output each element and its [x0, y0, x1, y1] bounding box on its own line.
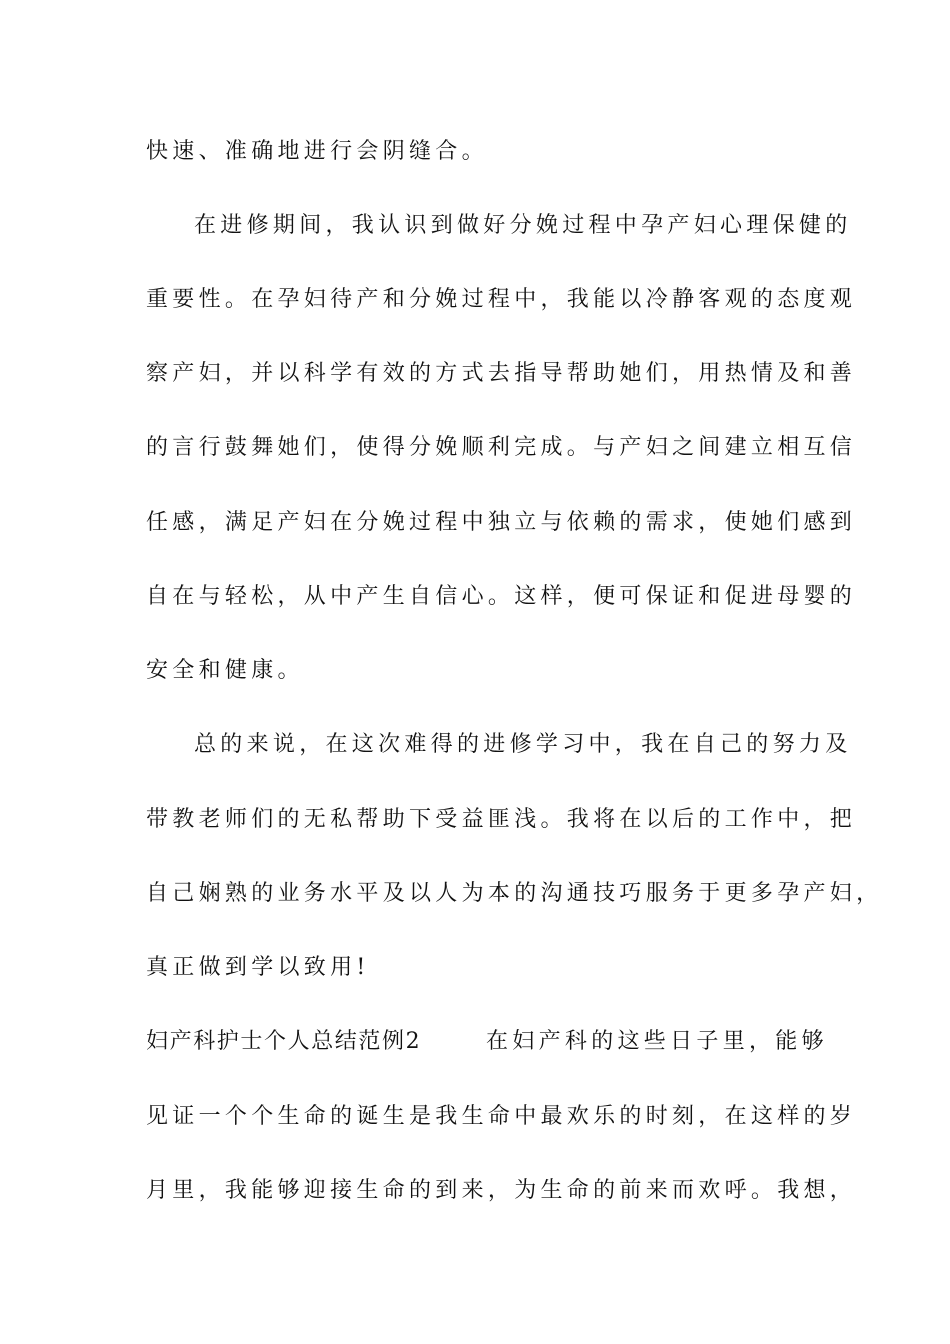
text-line: 察产妇，并以科学有效的方式去指导帮助她们，用热情及和善 — [146, 361, 857, 386]
text-line: 带教老师们的无私帮助下受益匪浅。我将在以后的工作中，把 — [146, 807, 857, 832]
paragraph-first-line: 在进修期间，我认识到做好分娩过程中孕产妇心理保健的 — [194, 213, 852, 238]
text-line: 快速、准确地进行会阴缝合。 — [146, 139, 488, 164]
text-line: 任感，满足产妇在分娩过程中独立与依赖的需求，使她们感到 — [146, 510, 857, 535]
text-line: 自己娴熟的业务水平及以人为本的沟通技巧服务于更多孕产妇， — [146, 881, 883, 906]
text-line: 自在与轻松，从中产生自信心。这样，便可保证和促进母婴的 — [146, 584, 857, 609]
text-line: 真正做到学以致用! — [146, 955, 370, 980]
paragraph-first-line: 总的来说，在这次难得的进修学习中，我在自己的努力及 — [194, 732, 852, 757]
text-line: 见证一个个生命的诞生是我生命中最欢乐的时刻，在这样的岁 — [146, 1104, 857, 1129]
text-line: 月里，我能够迎接生命的到来，为生命的前来而欢呼。我想， — [146, 1178, 857, 1203]
text-line: 安全和健康。 — [146, 658, 304, 683]
section-heading-line — [146, 1027, 826, 1057]
text-line: 重要性。在孕妇待产和分娩过程中，我能以冷静客观的态度观 — [146, 287, 857, 312]
section-first-line: 在妇产科的这些日子里，能够 — [486, 1029, 828, 1054]
section-title: 妇产科护士个人总结范例2 — [146, 1029, 422, 1054]
text-line: 的言行鼓舞她们，使得分娩顺利完成。与产妇之间建立相互信 — [146, 435, 857, 460]
